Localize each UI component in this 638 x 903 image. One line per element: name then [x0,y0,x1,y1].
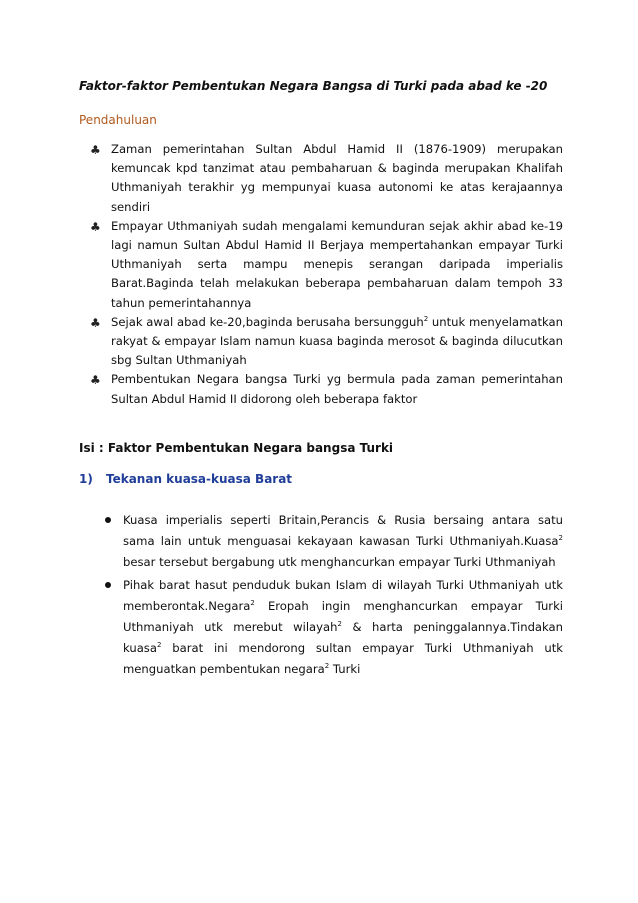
text-segment: Zaman pemerintahan Sultan Abdul Hamid II (1876-1909) merupakan kemuncak kpd tanzimat atau pembaharuan & baginda merupakan Khalifah Uthmaniyah terakhir yg mempunyai kuasa autonomi ke atas kerajaannya sendiri [111,142,563,214]
section-list-item [105,575,563,680]
intro-list-item [90,370,563,408]
text-segment: Pihak barat hasut penduduk bukan Islam di wilayah Turki Uthmaniyah utk memberontak.Negara [123,578,563,613]
superscript: 2 [558,534,563,543]
document-title: Faktor-faktor Pembentukan Negara Bangsa di Turki pada abad ke -20 [79,79,548,93]
text-segment: Empayar Uthmaniyah sudah mengalami kemunduran sejak akhir abad ke-19 lagi namun Sultan Abdul Hamid II Berjaya mempertahankan empayar Turki Uthmaniyah serta mampu menepis serangan daripada imperialis Barat.Baginda telah melakukan beberapa pembaharuan dalam tempoh 33 tahun pemerintahannya [111,218,563,310]
section-item-text [123,575,563,680]
text-segment: & harta peninggalannya.Tindakan kuasa [123,620,563,655]
section-1-heading [79,472,292,486]
intro-item-text [111,140,563,217]
round-bullet-icon [105,582,111,588]
superscript: 2 [156,641,162,650]
club-bullet-icon: ♣ [90,373,101,388]
text-segment: barat ini mendorong sultan empayar Turki Uthmaniyah utk menguatkan pembentukan negara [123,641,563,676]
intro-heading: Pendahuluan [79,113,157,127]
intro-item-text [111,313,563,371]
text-segment: besar tersebut bergabung utk menghancurkan empayar Turki Uthmaniyah [123,555,556,569]
text-segment: Turki [329,662,361,676]
intro-item-text [111,217,563,313]
text-segment: Eropah ingin menghancurkan empayar Turki Uthmaniyah utk merebut wilayah [123,599,563,634]
text-segment: Kuasa imperialis seperti Britain,Perancis & Rusia bersaing antara satu sama lain untuk menguasai kekayaan kawasan Turki Uthmaniyah.Kuasa [123,513,563,548]
superscript: 2 [337,620,342,629]
intro-list-item [90,313,563,371]
section-title: Tekanan kuasa-kuasa Barat [106,472,293,486]
intro-list-item [90,217,563,313]
superscript: 2 [250,599,255,608]
section-number: 1) [79,472,93,486]
section-list-item [105,510,563,573]
section-1-bullet-list [105,510,563,682]
round-bullet-icon [105,517,111,523]
intro-list-item [90,140,563,217]
club-bullet-icon: ♣ [90,219,101,234]
intro-item-text [111,370,563,408]
text-segment: Sejak awal abad ke-20,baginda berusaha bersungguh [111,314,424,329]
intro-bullet-list [90,140,563,409]
text-segment: untuk menyelamatkan rakyat & empayar Islam namun kuasa baginda merosot & baginda dilucutkan sbg Sultan Uthmaniyah [111,314,563,368]
club-bullet-icon: ♣ [90,315,101,330]
club-bullet-icon: ♣ [90,143,101,157]
section-item-text [123,510,563,573]
isi-heading: Isi : Faktor Pembentukan Negara bangsa Turki [79,441,394,455]
superscript: 2 [423,314,429,323]
superscript: 2 [324,662,330,671]
text-segment: Pembentukan Negara bangsa Turki yg bermula pada zaman pemerintahan Sultan Abdul Hamid II didorong oleh beberapa faktor [111,372,563,406]
